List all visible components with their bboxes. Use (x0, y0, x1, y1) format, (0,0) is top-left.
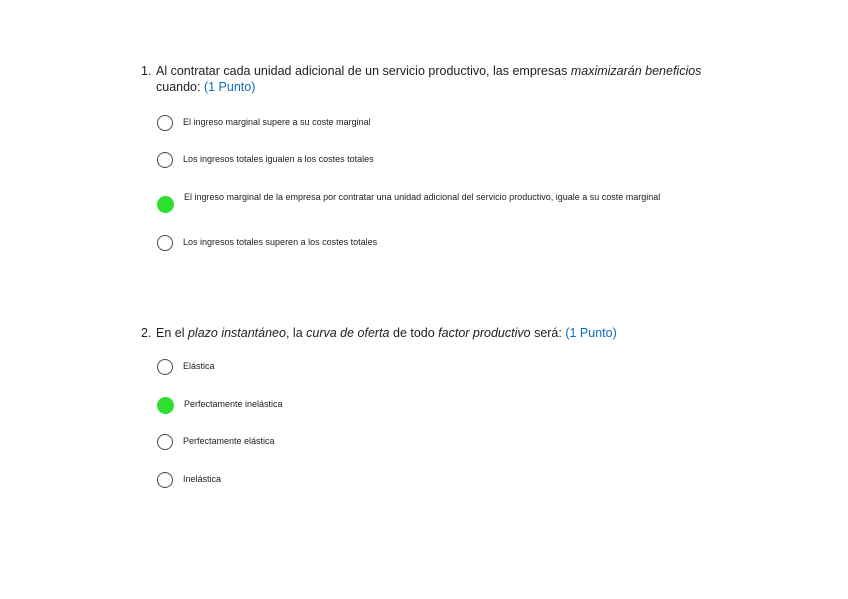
option-label: Los ingresos totales superen a los costes totales (183, 237, 378, 247)
question-number: 2. (141, 326, 152, 340)
option-radio[interactable] (141, 152, 703, 168)
points-label: (1 Punto) (203, 80, 256, 94)
radio-button[interactable] (157, 434, 173, 450)
question-text: Al contratar cada unidad adicional de un servicio productivo, las empresas maximizarán beneficios cuando: (1 Punto) (156, 64, 702, 94)
option-radio[interactable] (141, 434, 703, 450)
radio-button[interactable] (157, 359, 173, 375)
question-2-title (141, 325, 721, 341)
radio-button[interactable] (157, 152, 173, 168)
radio-button-selected[interactable] (157, 196, 174, 213)
option-radio[interactable] (141, 115, 703, 131)
option-label: Elástica (183, 361, 215, 371)
option-radio-selected[interactable] (141, 397, 704, 414)
option-label: Inelástica (183, 474, 222, 484)
points-label: (1 Punto) (565, 326, 617, 340)
option-radio-selected[interactable] (141, 190, 704, 213)
radio-button[interactable] (157, 472, 173, 488)
option-label: El ingreso marginal de la empresa por contratar una unidad adicional del servicio productivo, iguale a su coste marginal (184, 192, 661, 202)
option-label: Perfectamente inelástica (184, 399, 283, 409)
question-number: 1. (141, 64, 152, 78)
option-label: El ingreso marginal supere a su coste marginal (183, 117, 371, 127)
option-radio[interactable] (141, 359, 703, 375)
radio-button[interactable] (157, 235, 173, 251)
question-1-title (141, 63, 721, 95)
radio-button[interactable] (157, 115, 173, 131)
option-label: Perfectamente elástica (183, 436, 275, 446)
question-1 (141, 63, 721, 247)
option-radio[interactable] (141, 472, 703, 488)
option-label: Los ingresos totales igualen a los costes totales (183, 154, 374, 164)
radio-button-selected[interactable] (157, 397, 174, 414)
question-text: En el plazo instantáneo, la curva de oferta de todo factor productivo será: (1 Punto) (156, 326, 617, 340)
question-2 (141, 325, 721, 484)
option-radio[interactable] (141, 235, 703, 251)
